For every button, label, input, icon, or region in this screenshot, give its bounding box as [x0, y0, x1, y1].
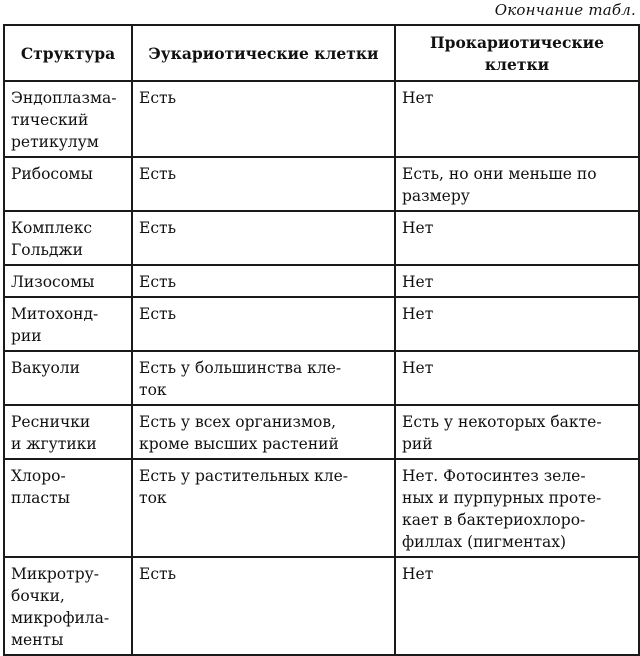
prokaryotic-cell: Есть у некоторых бакте- рий [395, 405, 639, 459]
structure-cell: Хлоро- пласты [4, 459, 132, 557]
table-row [4, 351, 639, 405]
table-row [4, 557, 639, 655]
table-row [4, 81, 639, 157]
table-header-row [4, 25, 639, 81]
eukaryotic-cell: Есть [132, 81, 395, 157]
prokaryotic-cell: Нет [395, 557, 639, 655]
structure-cell: Эндоплазма- тический ретикулум [4, 81, 132, 157]
eukaryotic-cell: Есть [132, 557, 395, 655]
table-row [4, 297, 639, 351]
structure-cell: Микротру- бочки, микрофила- менты [4, 557, 132, 655]
table-row [4, 405, 639, 459]
prokaryotic-cell: Нет. Фотосинтез зеле- ных и пурпурных проте- кает в бактериохлоро- филлах (пигментах) [395, 459, 639, 557]
eukaryotic-cell: Есть [132, 297, 395, 351]
eukaryotic-cell: Есть у всех организмов, кроме высших растений [132, 405, 395, 459]
table-row [4, 459, 639, 557]
header-structure: Структура [4, 25, 132, 81]
table-row [4, 265, 639, 297]
eukaryotic-cell: Есть [132, 157, 395, 211]
prokaryotic-cell: Нет [395, 211, 639, 265]
structure-cell: Вакуоли [4, 351, 132, 405]
eukaryotic-cell: Есть [132, 211, 395, 265]
prokaryotic-cell: Нет [395, 265, 639, 297]
prokaryotic-cell: Нет [395, 351, 639, 405]
prokaryotic-cell: Есть, но они меньше по размеру [395, 157, 639, 211]
table-row [4, 157, 639, 211]
eukaryotic-cell: Есть у растительных кле- ток [132, 459, 395, 557]
structure-cell: Комплекс Гольджи [4, 211, 132, 265]
prokaryotic-cell: Нет [395, 297, 639, 351]
header-prokaryotic: Прокариотические клетки [395, 25, 639, 81]
table-row [4, 211, 639, 265]
eukaryotic-cell: Есть у большинства кле- ток [132, 351, 395, 405]
structure-cell: Рибосомы [4, 157, 132, 211]
table-continuation-caption: Окончание табл. [494, 1, 636, 19]
header-eukaryotic: Эукариотические клетки [132, 25, 395, 81]
prokaryotic-cell: Нет [395, 81, 639, 157]
structure-cell: Реснички и жгутики [4, 405, 132, 459]
eukaryotic-cell: Есть [132, 265, 395, 297]
structure-cell: Митохонд- рии [4, 297, 132, 351]
cell-comparison-table [3, 24, 640, 656]
structure-cell: Лизосомы [4, 265, 132, 297]
